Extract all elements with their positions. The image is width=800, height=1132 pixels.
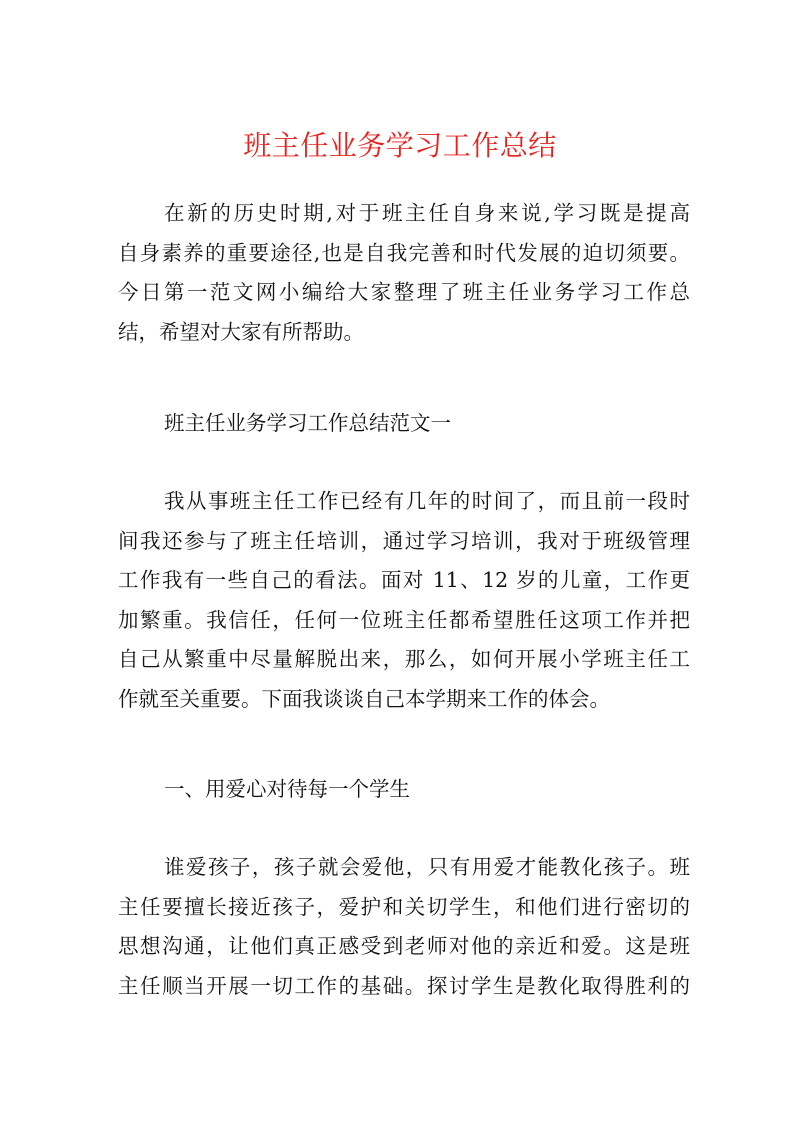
document-title: 班主任业务学习工作总结 [243,129,557,162]
point-1-heading: 一、用爱心对待每一个学生 [164,777,410,801]
para1-line-6: 作就至关重要。下面我谈谈自己本学期来工作的体会。 [118,686,610,711]
paragraph-2 [118,848,690,1006]
intro-paragraph [118,194,690,352]
para1-line-5: 自己从繁重中尽量解脱出来，那么，如何开展小学班主任工 [118,647,690,671]
para2-line-3: 思想沟通，让他们真正感受到老师对他的亲近和爱。这是班 [118,934,690,958]
intro-line-2: 自身素养的重要途径,也是自我完善和时代发展的迫切须要。 [118,240,690,265]
intro-line-4: 结，希望对大家有所帮助。 [118,319,364,344]
para1-line-2: 间我还参与了班主任培训，通过学习培训，我对于班级管理 [118,528,690,553]
para1-line-4: 加繁重。我信任，任何一位班主任都希望胜任这项工作并把 [118,607,690,632]
intro-line-1: 在新的历史时期,对于班主任自身来说,学习既是提高 [164,201,690,225]
section-heading: 班主任业务学习工作总结范文一 [164,411,451,435]
para1-line-1: 我从事班主任工作已经有几年的时间了，而且前一段时 [164,489,690,513]
para2-line-1: 谁爱孩子，孩子就会爱他，只有用爱才能教化孩子。班 [164,855,690,879]
para1-line-3: 工作我有一些自己的看法。面对 11、12 岁的儿童，工作更 [118,568,690,592]
para2-line-2: 主任要擅长接近孩子，爱护和关切学生，和他们进行密切的 [118,894,690,919]
para2-line-4: 主任顺当开展一切工作的基础。探讨学生是教化取得胜利的 [118,973,690,998]
intro-line-3: 今日第一范文网小编给大家整理了班主任业务学习工作总 [118,280,690,304]
paragraph-1 [118,482,690,719]
